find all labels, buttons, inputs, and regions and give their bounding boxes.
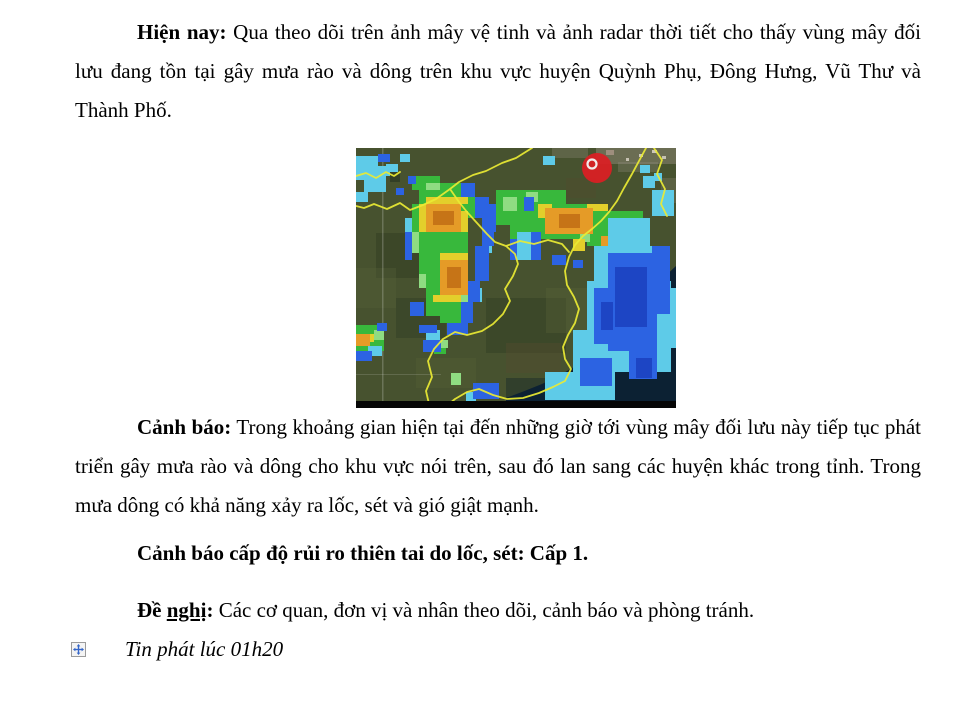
paragraph-canh-bao xyxy=(75,408,921,525)
paragraph-de-nghi xyxy=(75,591,921,630)
hien-nay-body: Qua theo dõi trên ảnh mây vệ tinh và ảnh radar thời tiết cho thấy vùng mây đối lưu đang tồn tại gây mưa rào và dông trên khu vực huyện Quỳnh Phụ, Đông Hưng, Vũ Thư và Thành Phố. xyxy=(75,20,921,122)
move-arrows-icon xyxy=(73,644,84,655)
issue-time-line: Tin phát lúc 01h20 xyxy=(125,637,284,661)
de-nghi-colon: : xyxy=(206,598,214,622)
risk-level-line: Cảnh báo cấp độ rủi ro thiên tai do lốc, sét: Cấp 1. xyxy=(137,541,589,565)
document-content xyxy=(75,13,921,669)
map-bottom-strip xyxy=(356,401,676,408)
de-nghi-label-underlined: nghị xyxy=(166,598,207,622)
paragraph-hien-nay xyxy=(75,13,921,130)
object-move-handle[interactable] xyxy=(71,642,86,657)
map-gridline-horizontal xyxy=(356,374,441,375)
radar-satellite-image[interactable] xyxy=(356,148,676,408)
radar-station-marker xyxy=(582,153,612,183)
canh-bao-label: Cảnh báo: xyxy=(137,415,232,439)
de-nghi-label: Đề xyxy=(137,598,167,622)
de-nghi-body: Các cơ quan, đơn vị và nhân theo dõi, cảnh báo và phòng tránh. xyxy=(213,598,755,622)
hien-nay-label: Hiện nay: xyxy=(137,20,227,44)
canh-bao-body: Trong khoảng gian hiện tại đến những giờ tới vùng mây đối lưu này tiếp tục phát triển gây mưa rào và dông cho khu vực nói trên, sau đó lan sang các huyện khác trong tỉnh. Trong mưa dông có khả năng xảy ra lốc, sét và gió giật mạnh. xyxy=(75,415,921,517)
